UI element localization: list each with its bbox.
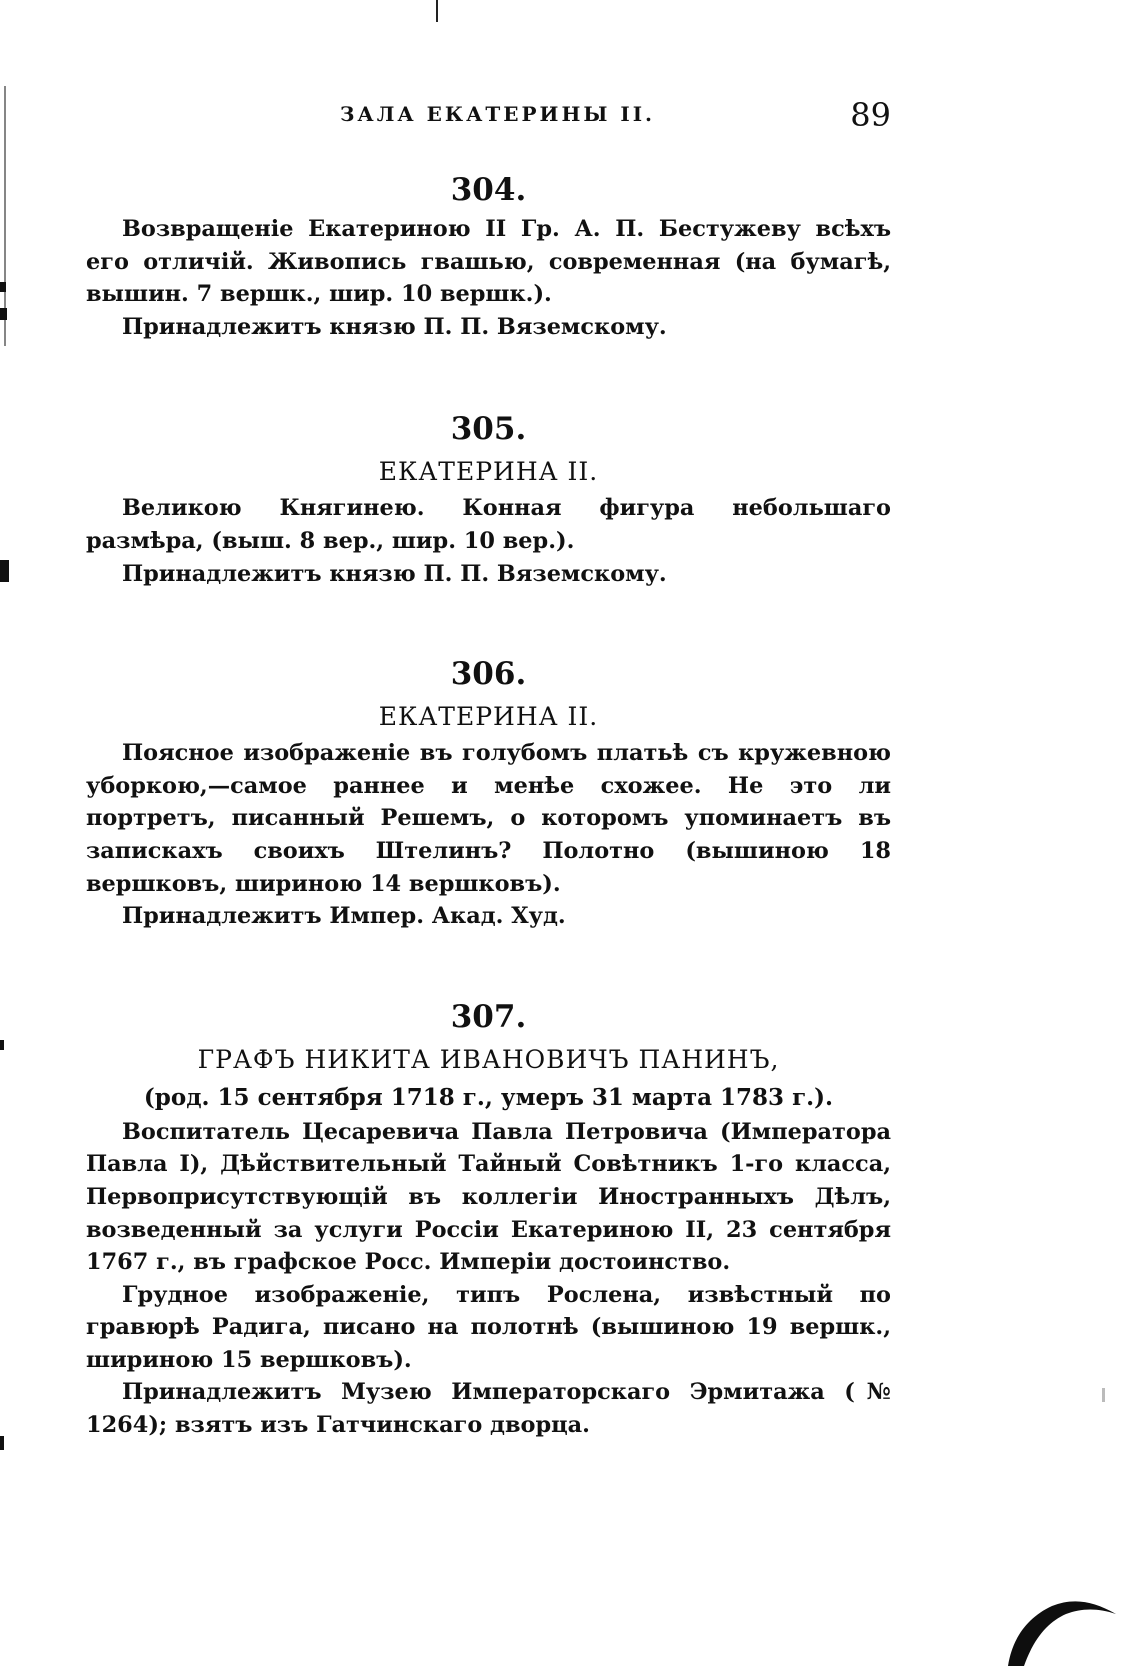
scan-edge-mark <box>4 86 6 346</box>
page-corner-smudge-icon <box>1000 1584 1120 1667</box>
entry-description: Великою Княгинею. Конная фигура небольшаго размѣра, (выш. 8 вер., шир. 10 вер.). <box>86 495 891 554</box>
entry-description: Возвращеніе Екатериною II Гр. А. П. Бестужеву всѣхъ его отличій. Живопись гвашью, современная (на бумагѣ, вышин. 7 вершк., шир. 10 вершк.). <box>86 216 891 308</box>
entry-owner: Принадлежитъ Музею Императорскаго Эрмитажа (№ 1264); взятъ изъ Гатчинскаго дворца. <box>86 1379 891 1439</box>
catalogue-entry <box>86 170 891 343</box>
entry-number: 307. <box>450 998 527 1035</box>
entry-description: Грудное изображеніе, типъ Рослена, извѣстный по гравюрѣ Радига, писано на полотнѣ (вышиною 19 вершк., шириною 15 вершковъ). <box>86 1281 891 1373</box>
entry-number: 305. <box>450 411 527 448</box>
entry-owner: Принадлежитъ Импер. Акад. Худ. <box>122 903 566 930</box>
entry-number: 306. <box>450 656 527 693</box>
entry-biography: Воспитатель Цесаревича Павла Петровича (Императора Павла I), Дѣйствительный Тайный Совѣтникъ 1-го класса, Первоприсутствующій въ коллегіи Иностранныхъ Дѣлъ, возведенный за услуги Россіи Екатериною II, 23 сентября 1767 г., въ графское Росс. Имперіи достоинство. <box>86 1118 891 1276</box>
entry-title: ЕКАТЕРИНА II. <box>378 457 599 487</box>
page-header <box>86 96 891 136</box>
entry-life-dates: (род. 15 сентября 1718 г., умеръ 31 марта 1783 г.). <box>143 1083 834 1111</box>
entry-owner: Принадлежитъ князю П. П. Вяземскому. <box>122 560 667 587</box>
scan-edge-mark <box>0 560 9 582</box>
page-body <box>86 170 891 1442</box>
scan-edge-mark <box>0 282 6 292</box>
scan-edge-mark <box>0 308 7 320</box>
scan-edge-mark <box>436 0 438 22</box>
scan-edge-mark <box>0 1436 4 1450</box>
scan-edge-mark <box>0 1040 4 1050</box>
catalogue-entry <box>86 409 891 590</box>
scan-speck <box>1102 1388 1105 1402</box>
entry-title: ЕКАТЕРИНА II. <box>378 702 599 732</box>
entry-title: ГРАФЪ НИКИТА ИВАНОВИЧЪ ПАНИНЪ, <box>197 1044 780 1074</box>
entry-owner: Принадлежитъ князю П. П. Вяземскому. <box>122 313 667 340</box>
entry-number: 304. <box>450 172 527 208</box>
running-head: ЗАЛА ЕКАТЕРИНЫ II. <box>340 102 656 126</box>
page-number: 89 <box>850 96 891 134</box>
catalogue-entry <box>86 654 891 933</box>
entry-description: Поясное изображеніе въ голубомъ платьѣ съ кружевною уборкою,—самое раннее и менѣе схожее. Не это ли портретъ, писанный Решемъ, о которомъ упоминаетъ въ запискахъ своихъ Штелинъ? Полотно (вышиною 18 вершковъ, шириною 14 вершковъ). <box>86 740 891 897</box>
catalogue-entry <box>86 997 891 1442</box>
